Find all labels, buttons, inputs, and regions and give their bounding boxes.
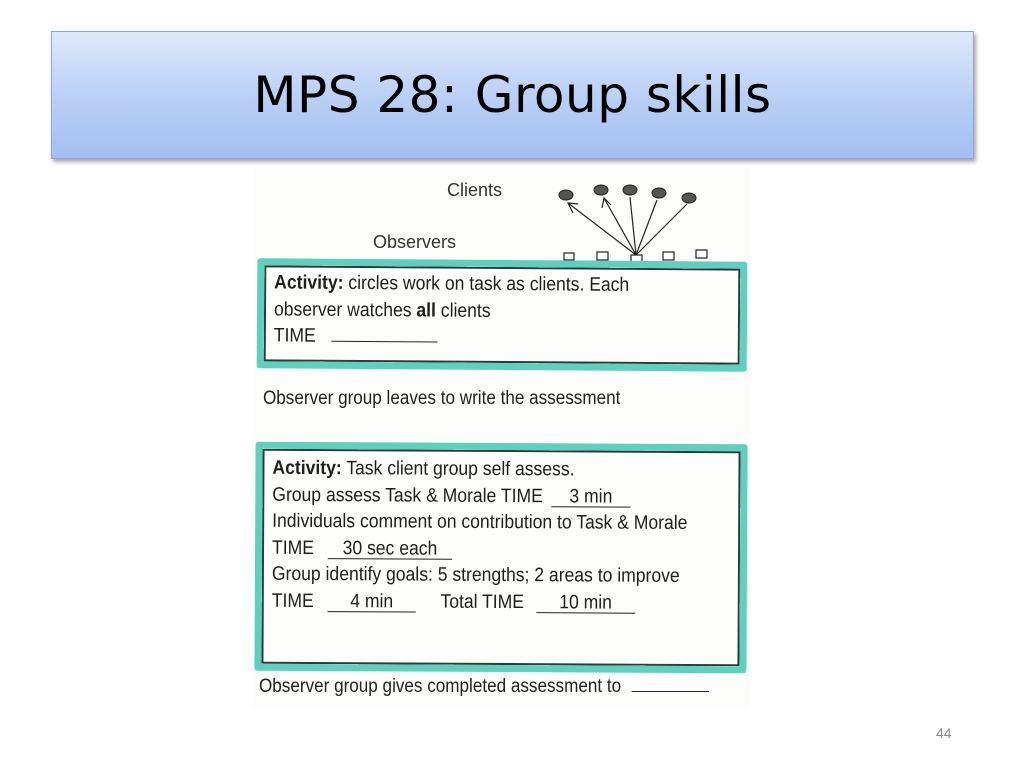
footer-instruction: Observer group gives completed assessment to [259,676,709,698]
observer-leaves-text: Observer group leaves to write the assessment [263,388,621,409]
observers-label: Observers [373,232,457,252]
activity-1-text [274,269,689,351]
activity-box-1 [257,258,748,371]
arrow-line [568,203,636,255]
observer-square [564,253,574,260]
activity-2-line-2: Group assess Task & Morale TIME 3 min [272,481,688,510]
client-circle [559,190,573,200]
recipient-blank [631,691,708,692]
client-circle [682,193,696,203]
slide-number: 44 [936,725,952,741]
observer-square [663,252,674,260]
activity-1-time: TIME [274,322,688,351]
arrow-line [636,204,687,255]
activity-1-line-2: observer watches all clients [273,297,491,322]
activity-2-line-6: TIME 4 min Total TIME 10 min [272,587,688,616]
arrow-line [636,200,657,255]
time-value: 3 min [551,486,630,507]
activity-2-line-3: Individuals comment on contribution to Task & Morale [272,509,688,534]
total-time-value: 10 min [536,592,635,614]
total-time-label: Total TIME [440,590,525,613]
observer-square [696,250,707,258]
slide-title: MPS 28: Group skills [253,66,772,124]
activity-2-text [272,455,689,616]
activity-label: Activity: [272,456,342,480]
activity-box-2 [254,442,747,674]
client-circle [594,185,608,195]
activity-label: Activity: [274,271,344,294]
scanned-worksheet [253,168,750,708]
clients-label: Clients [447,180,503,200]
title-banner [51,31,974,159]
observer-square [597,252,608,260]
time-value: 30 sec each [328,538,452,560]
time-value: 4 min [328,591,416,612]
group-diagram [548,173,708,265]
activity-2-line-4: TIME 30 sec each [272,534,688,563]
client-circle [623,185,637,195]
activity-1-line-1: Activity: circles work on task as clients. Each [274,271,630,296]
activity-2-line-1: Activity: Task client group self assess. [272,456,575,481]
activity-2-line-5: Group identify goals: 5 strengths; 2 areas to improve [271,562,680,587]
client-circle [652,188,666,198]
time-blank [331,341,437,343]
